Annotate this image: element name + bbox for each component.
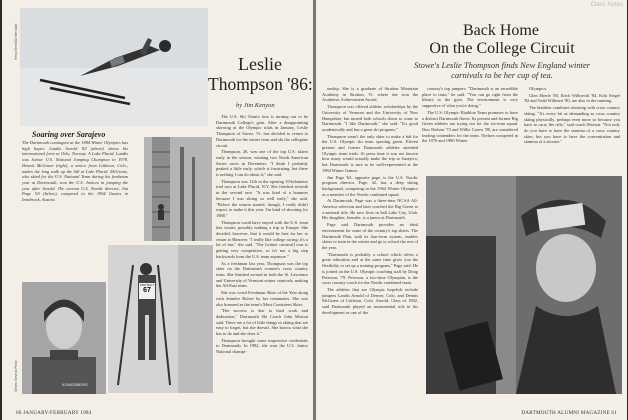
article-column-3 — [524, 86, 620, 146]
article-paragraph: The athletes that are Olympic hopefuls include jumpers Landis Arnold of Denver, Colo. and Dennis McGrane of Littleton, Colo. Arnold, Class of 1982, said Dartmouth played an instrumental role in his development as one of the — [322, 286, 418, 315]
photo-credit-top: Hersh Stem/DA Merchant — [14, 23, 18, 60]
right-page — [316, 0, 627, 420]
article-column-2 — [422, 86, 518, 145]
article-column-1 — [322, 86, 418, 316]
bib-number: 67 — [143, 287, 151, 294]
leslie-thompson-photo — [426, 176, 622, 394]
thompson-illustration — [426, 176, 622, 394]
right-headline-line1: Back Home — [463, 22, 539, 39]
right-folio: DARTMOUTH ALUMNI MAGAZINE 61 — [521, 410, 617, 416]
article-paragraph: Thompson wasn't the only skier to make a bid for the U.S. Olympic ski team sporting green. Eleven present and former Dartmouth athletes attended Olympic team trials. At press time it was not known how many would actually make the trip to Sarajevo, but Dartmouth is sure to be well-represented at the 1984 Winter Games. — [322, 133, 418, 173]
ski-jumper-photo — [20, 8, 208, 126]
article-paragraph: Thompson was offered athletic scholarships by the University of Vermont and the University of New Hampshire, but turned both schools down to come to Dartmouth. "I like Dartmouth," she said. "It's good academically and has a great ski program." — [322, 104, 418, 132]
caption-heading: Soaring over Sarajevo — [32, 130, 106, 139]
jim-page-portrait-photo — [22, 282, 106, 394]
article-paragraph: Thompson was 11th in the opening 10-kilometer trial race at Lake Placid, N.Y. She finished seventh in the second race. "It was kind of a bummer because I was skiing so well early," she said. "Before the season started, though, I really didn't expect to make it this year. I'm kind of shooting for 1988." — [216, 178, 308, 218]
right-headline-line2: On the College Circuit — [429, 40, 575, 57]
article-paragraph: The biathlon combines shooting with cross country skiing. "It's every bit as demanding as cross country skiing physically, perhaps even more so because you have to carry the rifle," said coach Morton. "Not only do you have to have the stamina of a cross country skier; but you have to have the concentration and stamina of a shooter." — [524, 105, 620, 145]
left-headline-line1: Leslie — [238, 54, 282, 74]
article-paragraph: The U.S. Olympic Biathlon Team promises to have a distinct Dartmouth flavor. Its present and former Big Green athletes are trying out for the six-man squad. Don Nielsen '73 and Willie Carow '80, are considered leading contenders for the team. Nielsen competed in the 1976 and 1980 Winter — [422, 109, 518, 144]
sweater-brand: KONGSBERG — [62, 382, 88, 387]
article-paragraph: Olympics. — [529, 86, 548, 91]
article-paragraph: Glen Eberle '80, Erich Wilbrecht '84, Kirk Siegel '82 and Todd Willmert '80, are also in the running. — [524, 92, 620, 104]
article-column-left — [216, 114, 308, 356]
article-paragraph: Thompson, 20, was one of the top U.S. skiers early in the season, winning two North American Series races in December. "I think I probably peaked a little early, which is frustrating, but there is nothing I can do about it," she said. — [216, 149, 308, 178]
bib-skier-illustration — [108, 245, 213, 393]
corner-label: Class Notes — [590, 2, 623, 8]
article-paragraph: Thompson could have stayed with the U.S. team this winter, possibly making a trip to Europe. She decided, however, that it would be best for her to return to Hanover. "I really like college racing; it's a lot of fun," she said. "The [winter carnival] tour is getting very competitive, so it's not a big step backwards from the U.S. team anymore." — [216, 219, 308, 259]
article-paragraph: "Her success is due to hard work and dedication," Dartmouth Ski Coach John Morton said. There are a lot of little things in skiing that are easy to forget, but she doesn't. She knows what she has to do and she does it." — [216, 308, 308, 337]
article-paragraph: "Dartmouth is probably a school which offers a great education and at the same time gives you the flexibility to set up a training program," Page said. He is joined on the U.S. Olympic coaching staff by Doug Peterson, '79. Peterson, a two-time Olympian, is the cross country coach for the Nordic combined team. — [322, 251, 418, 286]
photo-credit-bottom: Steven Stevens Photo — [14, 360, 18, 392]
article-paragraph: Thompson brought some impressive credentials to Dartmouth. In 1982, she won the U.S. Junior National champi- — [216, 337, 308, 355]
deck-subtitle: Stowe's Leslie Thompson finds New England winter carnivals to be her cup of tea. — [413, 60, 591, 80]
article-paragraph: She was voted Freshman Skier of the Year along with Jennifer Bolcer by her teammates. She was also honored as the team's Most Consistent Skier. — [216, 290, 308, 307]
article-paragraph: country's top jumpers. "Dartmouth is an incredible place to train," he said. "You can go right from the library to the gym. The environment is very supportive of what you're doing." — [422, 86, 518, 109]
article-paragraph: Page said Dartmouth provides an ideal environment for some of the country's top skiers. The Dartmouth Plan, with its four-term system, enables skiers to train in the winter and go to school the rest of the year. — [322, 222, 418, 250]
left-headline-line2: Thompson '86: — [208, 74, 313, 94]
left-page — [2, 0, 313, 420]
article-paragraph: The U.S. Ski Team's loss is turning out to be Dartmouth College's gain. After a disappointing showing at the Olympic trials in January, Leslie Thompson of Stowe, Vt. has decided to return to Dartmouth for the winter term and ski the collegiate circuit. — [216, 114, 308, 148]
caption-text: The Dartmouth contingent at the 1984 Winter Olympics has high hopes. Landis Arnold '82 (above) shows his international form at Oslo, Norway. A Lake Placid, Landis was Junior U.S. National Jumping Champion in 1978. Dennis McGrane (right), a senior from Littleton, Colo., makes the long walk up the hill at Lake Placid. McGrane, who skied for the U.S. National Team during his freshman year at Dartmouth, won the U.S. Juniors in jumping the year after Arnold. The current U.S. Nordic director, Jim Page '63 (below), competed in the 1964 Games in Innsbruck, Austria. — [22, 140, 128, 203]
jump-hill-stairs-photo — [144, 137, 212, 241]
article-paragraph: Jim Page '63, opposite page, is the U.S. Nordic program director. Page, 42, has a deep skiing background, competing in the 1964 Winter Olympics as a member of the Nordic combined squad. — [322, 174, 418, 197]
bib-text: PROTECT — [139, 283, 155, 287]
left-folio: 60 JANUARY/FEBRUARY 1984 — [16, 410, 92, 416]
ski-jumper-illustration — [20, 8, 208, 126]
stairs-illustration — [144, 137, 212, 241]
byline: by Jim Kenyon — [236, 102, 275, 109]
article-paragraph: onship. She is a graduate of Stratton Mountain Academy in Stratton, Vt. where she won the Academic Achievement Award. — [322, 86, 418, 103]
portrait-illustration — [22, 282, 106, 394]
article-paragraph: At Dartmouth, Page was a three-time NCAA All-America selection and later coached the Big Green to a national title. He now lives in Salt Lake City, Utah. His daughter, Jennifer, is a junior at Dartmouth. — [322, 198, 418, 221]
skier-with-bib-photo — [108, 245, 213, 393]
article-paragraph: As a freshman last year, Thompson was the top skier on the Dartmouth women's cross country team. She finished second in both the St. Lawrence and University of Vermont winter carnivals, making the All-East team. — [216, 260, 308, 289]
